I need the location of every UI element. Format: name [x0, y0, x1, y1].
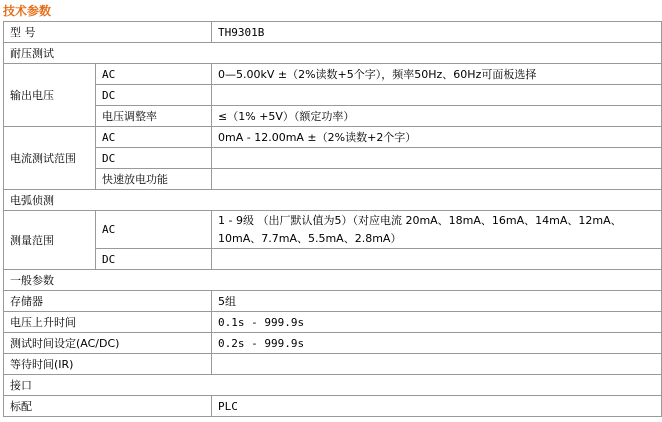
ov-ac-label: AC — [96, 64, 212, 85]
cr-fast-label: 快速放电功能 — [96, 169, 212, 190]
section-arc: 电弧侦测 — [4, 190, 662, 211]
wait-time-label: 等待时间(IR) — [4, 354, 212, 375]
rise-time-value: 0.1s - 999.9s — [212, 312, 662, 333]
output-voltage-label: 输出电压 — [4, 64, 96, 127]
page-heading: 技术参数 — [3, 4, 52, 18]
cr-fast-value — [212, 169, 662, 190]
table-row — [4, 148, 662, 169]
table-row — [4, 43, 662, 64]
cr-dc-value — [212, 148, 662, 169]
storage-label: 存储器 — [4, 291, 212, 312]
table-row — [4, 312, 662, 333]
table-row — [4, 64, 662, 85]
table-row — [4, 22, 662, 43]
ov-reg-value: ≤（1% +5V）（额定功率） — [212, 106, 662, 127]
mr-ac-value: 1 - 9级 （出厂默认值为5）（对应电流 20mA、18mA、16mA、14mA、12mA、10mA、7.7mA、5.5mA、2.8mA） — [212, 211, 662, 249]
table-row — [4, 375, 662, 396]
ov-dc-label: DC — [96, 85, 212, 106]
table-row — [4, 354, 662, 375]
model-value: TH9301B — [212, 22, 662, 43]
cr-dc-label: DC — [96, 148, 212, 169]
table-row — [4, 396, 662, 417]
table-row — [4, 249, 662, 270]
table-row — [4, 211, 662, 249]
standard-label: 标配 — [4, 396, 212, 417]
mr-ac-label: AC — [96, 211, 212, 249]
section-withstand: 耐压测试 — [4, 43, 662, 64]
spec-table — [3, 21, 662, 417]
table-row — [4, 85, 662, 106]
storage-value: 5组 — [212, 291, 662, 312]
measure-range-label: 测量范围 — [4, 211, 96, 270]
mr-dc-value — [212, 249, 662, 270]
test-time-label: 测试时间设定(AC/DC) — [4, 333, 212, 354]
table-row — [4, 333, 662, 354]
model-label: 型 号 — [4, 22, 212, 43]
standard-value: PLC — [212, 396, 662, 417]
ov-ac-value: 0—5.00kV ±（2%读数+5个字），频率50Hz、60Hz可面板选择 — [212, 64, 662, 85]
section-general: 一般参数 — [4, 270, 662, 291]
table-row — [4, 127, 662, 148]
current-range-label: 电流测试范围 — [4, 127, 96, 190]
table-row — [4, 291, 662, 312]
cr-ac-value: 0mA - 12.00mA ±（2%读数+2个字） — [212, 127, 662, 148]
test-time-value: 0.2s - 999.9s — [212, 333, 662, 354]
wait-time-value — [212, 354, 662, 375]
table-row — [4, 190, 662, 211]
cr-ac-label: AC — [96, 127, 212, 148]
section-interface: 接口 — [4, 375, 662, 396]
ov-dc-value — [212, 85, 662, 106]
rise-time-label: 电压上升时间 — [4, 312, 212, 333]
mr-dc-label: DC — [96, 249, 212, 270]
table-row — [4, 169, 662, 190]
table-row — [4, 270, 662, 291]
table-row — [4, 106, 662, 127]
ov-reg-label: 电压调整率 — [96, 106, 212, 127]
